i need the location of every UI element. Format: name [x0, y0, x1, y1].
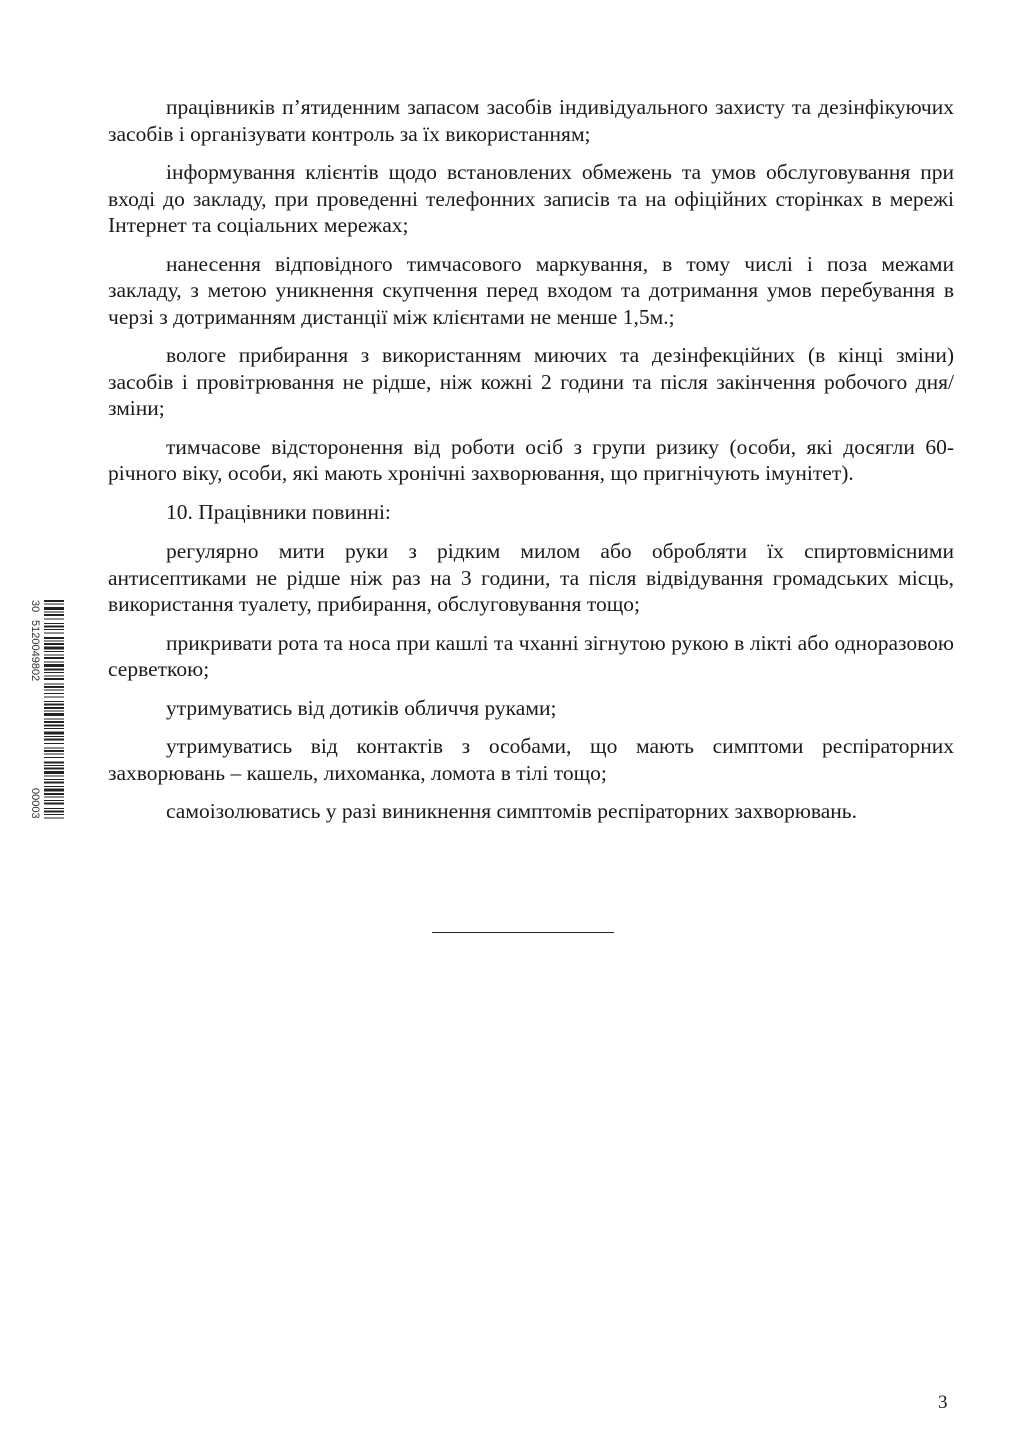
page-number: 3	[938, 1392, 948, 1413]
barcode-text-main: 5120049802	[29, 620, 41, 682]
paragraph-client-info: інформування клієнтів щодо встановлених обмежень та умов обслуговування при вході до закладу, при проведенні телефонних записів та на офіційних сторінках в мережі Інтернет та соціальних мережах;	[108, 160, 954, 237]
end-of-text-divider	[432, 932, 614, 933]
paragraph-face-touching: утримуватись від дотиків обличчя руками;	[166, 695, 557, 720]
barcode-icon	[24, 598, 66, 823]
paragraph-ppe-stock: працівників п’ятиденним запасом засобів індивідуального захисту та дезінфікуючих засобів і організувати контроль за їх використанням;	[108, 95, 954, 146]
barcode-text-bottom: 00003	[29, 788, 41, 819]
paragraph-cleaning: вологе прибирання з використанням миючих та дезінфекційних (в кінці зміни) засобів і провітрювання не рідше, ніж кожні 2 години та після закінчення робочого дня/зміни;	[108, 343, 954, 420]
paragraph-cough-etiquette: прикривати рота та носа при кашлі та чханні зігнутою рукою в лікті або одноразовою серветкою;	[108, 630, 954, 681]
paragraph-self-isolation: самоізолюватись у разі виникнення симптомів респіраторних захворювань.	[166, 799, 857, 823]
barcode-bars	[44, 600, 64, 819]
document-body	[108, 94, 954, 837]
paragraph-avoid-contact: утримуватись від контактів з особами, що мають симптоми респіраторних захворювань – кашель, лихоманка, ломота в тілі тощо;	[108, 734, 954, 785]
section-heading-employees: 10. Працівники повинні:	[166, 499, 391, 524]
paragraph-marking: нанесення відповідного тимчасового маркування, в тому числі і поза межами закладу, з метою уникнення скупчення перед входом та дотримання умов перебування в черзі з дотриманням дистанції між клієнтами не менше 1,5м.;	[108, 251, 954, 329]
barcode-text-top: 30	[29, 600, 41, 613]
paragraph-risk-group: тимчасове відсторонення від роботи осіб з групи ризику (особи, які досягли 60-річного віку, особи, які мають хронічні захворювання, що пригнічують імунітет).	[108, 434, 954, 485]
paragraph-hand-washing: регулярно мити руки з рідким милом або обробляти їх спиртовмісними антисептиками не рідше ніж раз на 3 години, та після відвідування громадських місць, використання туалету, прибирання, обслуговування тощо;	[108, 539, 954, 616]
